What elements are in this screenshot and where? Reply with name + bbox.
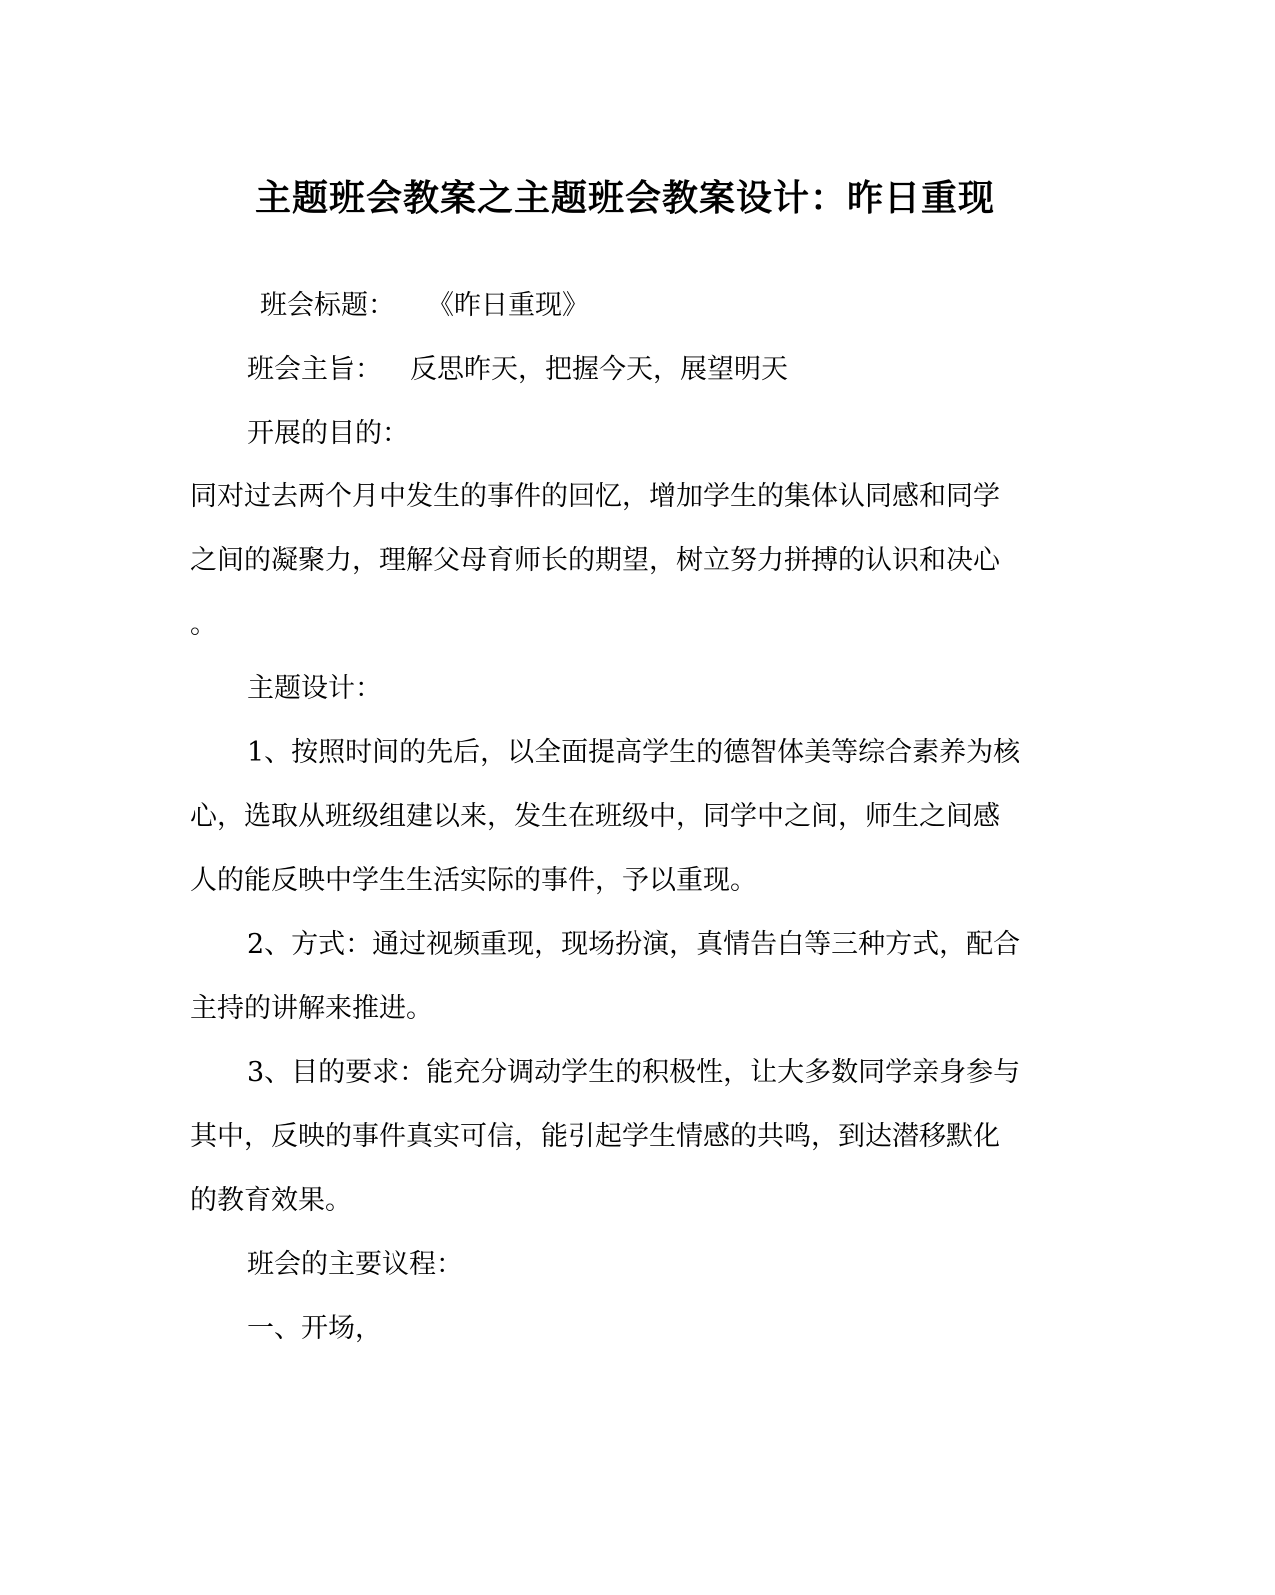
meeting-title-value: 《昨日重现》 bbox=[427, 290, 589, 321]
meeting-aim-value: 反思昨天，把握今天，展望明天 bbox=[410, 354, 788, 385]
purpose-line: 同对过去两个月中发生的事件的回忆，增加学生的集体认同感和同学 bbox=[190, 481, 1000, 512]
design-item-line: 人的能反映中学生生活实际的事件，予以重现。 bbox=[190, 865, 757, 896]
design-item-line: 3、目的要求：能充分调动学生的积极性，让大多数同学亲身参与 bbox=[247, 1057, 1021, 1088]
agenda-item: 一、开场， bbox=[247, 1313, 382, 1344]
design-item-line: 主持的讲解来推进。 bbox=[190, 993, 433, 1024]
purpose-heading: 开展的目的： bbox=[247, 418, 409, 449]
design-heading: 主题设计： bbox=[247, 673, 382, 704]
design-item-line: 1、按照时间的先后，以全面提高学生的德智体美等综合素养为核 bbox=[247, 737, 1021, 768]
purpose-line: 。 bbox=[190, 609, 217, 640]
meeting-aim-label: 班会主旨： bbox=[247, 354, 382, 385]
design-item-line: 心，选取从班级组建以来，发生在班级中，同学中之间，师生之间感 bbox=[190, 801, 1000, 832]
design-item-line: 的教育效果。 bbox=[190, 1185, 352, 1216]
design-item-line: 2、方式：通过视频重现，现场扮演，真情告白等三种方式，配合 bbox=[247, 929, 1021, 960]
purpose-line: 之间的凝聚力，理解父母育师长的期望，树立努力拼搏的认识和决心 bbox=[190, 545, 1000, 576]
design-item-line: 其中，反映的事件真实可信，能引起学生情感的共鸣，到达潜移默化 bbox=[190, 1121, 1000, 1152]
agenda-heading: 班会的主要议程： bbox=[247, 1249, 463, 1280]
meeting-title-label: 班会标题： bbox=[260, 290, 395, 321]
meeting-aim-line bbox=[247, 350, 1127, 390]
document-title: 主题班会教案之主题班会教案设计：昨日重现 bbox=[254, 177, 995, 219]
meeting-title-line bbox=[260, 286, 1140, 326]
